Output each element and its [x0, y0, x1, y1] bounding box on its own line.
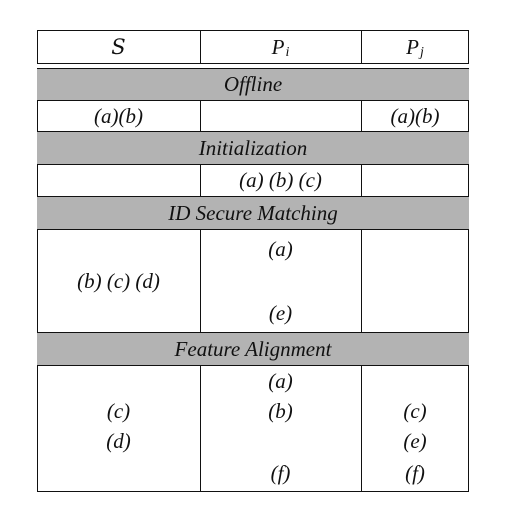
init-pj: [361, 165, 469, 196]
offline-pj: (a)(b): [390, 103, 440, 128]
section-feature-alignment: Feature Alignment: [37, 332, 469, 366]
section-offline: Offline: [37, 68, 469, 101]
header-pi: P i: [271, 34, 290, 60]
offline-s: (a)(b): [94, 103, 143, 128]
fa-pj-row3: (e): [403, 428, 427, 453]
fa-pi-row4: (f): [270, 460, 291, 485]
init-s: [37, 165, 200, 196]
section-initialization: Initialization: [37, 131, 469, 165]
fa-s-row2: (c): [106, 398, 131, 423]
fa-pj-row2: (c): [403, 398, 427, 423]
fa-s-row3: (d): [106, 428, 131, 453]
header-s: S: [111, 35, 126, 59]
idm-pi-row3: (e): [268, 300, 293, 325]
section-id-secure-matching: ID Secure Matching: [37, 196, 469, 230]
fa-pi-row1: (a): [268, 368, 293, 393]
fa-pj-row4: (f): [405, 460, 425, 485]
offline-pi: [200, 101, 361, 131]
header-pj: P j: [406, 34, 424, 60]
idm-pi-row1: (a): [268, 236, 293, 261]
idm-s-row2: (b) (c) (d): [77, 268, 160, 293]
fa-pi-row2: (b): [268, 398, 293, 423]
init-pi: (a) (b) (c): [239, 168, 322, 192]
